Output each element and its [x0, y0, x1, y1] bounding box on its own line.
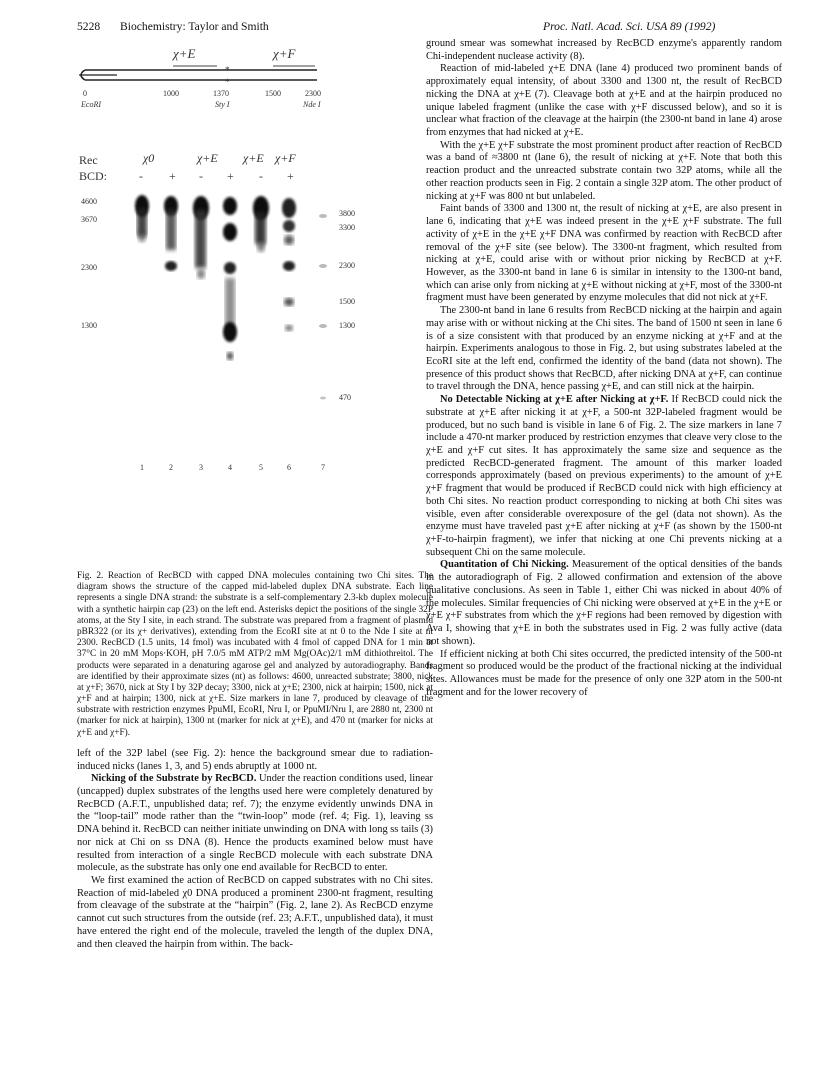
right-marker-1500: 1500 — [339, 297, 355, 306]
right-paragraph-3: Faint bands of 3300 and 1300 nt, the result of nicking at χ+E, are also present in lane 6, indicating that χ+E was indeed present in the χ+E χ+F substrate. The full activity of χ+E in the χ+E χ+F DNA was confirmed by reaction with RecBCD after removal of the χ+F site (see below). The 3300-nt fragment, which resulted from nicking at χ+E, could arise with or without prior nicking by RecBCD at χ+F. However, as the 3300-nt band in lane 6 is similar in intensity to the 1300-nt band, which can arise only from nicking at χ+E without nicking at χ+F, most of the 3300-nt fragment must have been generated by enzyme molecules that did not nick at χ+F. — [426, 203, 782, 304]
gel-lanes — [135, 195, 327, 400]
right-marker-3300: 3300 — [339, 223, 355, 232]
site-ndei: Nde I — [303, 100, 321, 109]
left-paragraph-1: left of the 32P label (see Fig. 2): hence the background smear due to radiation-induced nicks (lanes 1, 3, and 5) ends abruptly at 1000 nt. — [77, 747, 433, 772]
lane-5 — [253, 196, 269, 252]
right-marker-470: 470 — [339, 393, 351, 402]
figure-caption: Fig. 2. Reaction of RecBCD with capped DNA molecules containing two Chi sites. The diagram shows the structure of the capped mid-labeled duplex DNA substrate. Each line represents a single DNA strand: the substrate is a self-complementary 2.3-kb duplex molecule with a synthetic hairpin cap (23) on the left end. Asterisks depict the positions of the single 32P atoms, at the Sty I site, in each strand. The substrate was prepared from a fragment of plasmid pBR322 (or its χ+ derivatives), extending from the EcoRI site at nt 0 to the Nde I site at nt 2300. RecBCD (1.5 units, 14 fmol) was incubated with 4 fmol of capped DNA for 1 min at 37°C in 20 mM Mops·KOH, pH 7.0/5 mM ATP/2 mM Mg(OAc)2/1 mM dithiothreitol. The products were separated in a denaturing agarose gel and analyzed by autoradiography. Bands are identified by their approximate sizes (nt) as follows: 4600, unreacted substrate; 3800, nick at χ+F; 3670, nick at Sty I by 32P decay; 3300, nick at χ+E; 2300, nick at hairpin; 1500, nick at χ+F and at hairpin; 1300, nick at χ+E. Size markers in lane 7, produced by cleavage of the substrate with restriction enzymes PpuMI, EcoRI, Nru I, or PpuMI/Nru I, are 2880 nt, 2300 nt (marker for nick at hairpin), 1300 nt (marker for nick at χ+E), and 470 nt (marker for nicks at χ+E and χ+F). — [77, 571, 433, 738]
lane-6 — [282, 198, 296, 331]
lane-number-4: 4 — [228, 463, 232, 472]
section-heading-no-nicking: No Detectable Nicking at χ+E after Nicking at χ+F. — [440, 394, 669, 406]
figure-2 — [77, 40, 427, 560]
group-label-chiF: χ+F — [275, 151, 296, 165]
substrate-diagram — [79, 46, 321, 109]
scale-pos-1500: 1500 — [265, 89, 281, 98]
lane-number-1: 1 — [140, 463, 144, 472]
left-marker-4600: 4600 — [81, 197, 97, 206]
right-paragraph-5 — [426, 394, 782, 559]
scale-pos-1370: 1370 — [213, 89, 229, 98]
right-paragraph-2: With the χ+E χ+F substrate the most prominent product after reaction of RecBCD was a band of ≈3800 nt (lane 6), the result of nicking at χ+F. Note that both this reaction product and the unreacted substrate contain two 32P atoms, while all the other reaction products seen in Fig. 2 contain a single 32P atom. The other product of nicking at χ+F was 800 nt but unlabeled. — [426, 139, 782, 202]
right-marker-3800: 3800 — [339, 209, 355, 218]
diagram-label-chiF: χ+F — [273, 46, 296, 61]
lane-number-6: 6 — [287, 463, 291, 472]
lane-numbers — [140, 463, 325, 472]
left-paragraph-3: We first examined the action of RecBCD on capped substrates with no Chi sites. Reaction of mid-labeled χ0 DNA produced a prominent 2300-nt fragment, resulting from cleavage of the substrate at the “hairpin” (Fig. 2, lane 2). As RecBCD enzyme cannot cut such structures from the outside (ref. 23; A.F.T., unpublished data), it must have entered the right end of the molecule, traveled the length of the duplex DNA, and then cleaved the hairpin from within. The back- — [77, 875, 433, 950]
lane-sign-4: + — [227, 169, 234, 183]
left-column — [77, 571, 433, 951]
lane-sign-1: - — [139, 169, 143, 183]
lane-sign-6: + — [287, 169, 294, 183]
lane-3 — [193, 196, 209, 279]
lane-sign-3: - — [199, 169, 203, 183]
bcd-label: BCD: — [79, 169, 108, 183]
left-paragraph-2 — [77, 773, 433, 875]
asterisk-top: * — [225, 65, 230, 75]
site-ecori: EcoRI — [81, 100, 101, 109]
lane-2 — [164, 196, 178, 271]
scale-pos-1000: 1000 — [163, 89, 179, 98]
asterisk-bottom: * — [225, 77, 230, 87]
lane-number-7: 7 — [321, 463, 325, 472]
lane-sign-2: + — [169, 169, 176, 183]
left-markers — [81, 197, 97, 330]
section-heading-nicking: Nicking of the Substrate by RecBCD. — [91, 773, 257, 785]
site-styi: Sty I — [215, 100, 230, 109]
lane-7 — [319, 214, 327, 400]
scale-pos-0: 0 — [83, 89, 87, 98]
left-marker-2300: 2300 — [81, 263, 97, 272]
lane-headers — [79, 151, 296, 183]
right-column — [426, 38, 782, 699]
group-label-chiE-2: χ+E — [243, 151, 264, 165]
running-title: Biochemistry: Taylor and Smith — [120, 20, 269, 33]
left-marker-3670: 3670 — [81, 215, 97, 224]
scale-pos-2300: 2300 — [305, 89, 321, 98]
lane-4 — [223, 197, 237, 360]
lane-sign-5: - — [259, 169, 263, 183]
page-number: 5228 — [77, 20, 101, 33]
group-label-chi0: χ0 — [143, 151, 155, 165]
right-paragraph-5-body: If RecBCD could nick the substrate at χ+E after nicking it at χ+F, a 500-nt 32P-labeled fragment would be produced, but no such band is visible in lane 6 of Fig. 2. The size markers in lane 7 include a 470-nt marker produced by restriction enzymes that cleave very close to the χ+E and χ+F cut sites. It has approximately the same size and sequence as the predicted RecBCD-generated fragment. The amount of this marker loaded corresponds approximately (based on previous experiments) to the amount of χ+E χ+F fragment that would be produced if RecBCD could nick with high efficiency at both Chi sites. No reaction product corresponding to nicking at both Chi sites was visible, even after considerable overexposure of the gel (data not shown). As the enzyme must have traveled past χ+E after nicking at χ+F (as shown by the 1500-nt χ+F-to-hairpin fragment), we infer that nicking at one Chi prevents nicking at a subsequent Chi on the same molecule. — [426, 394, 783, 558]
left-paragraph-2-body: Under the reaction conditions used, linear (uncapped) duplex substrates of the lengths used here were completely denatured by RecBCD (A.F.T., unpublished data; ref. 7); the enzyme evidently unwinds DNA in the “loop-tail” mode rather than the “twin-loop” mode (ref. 4; Fig. 1), leaving ss DNA behind it. RecBCD can neither initiate unwinding on DNA with long ss tails (3) nor nick at Chi on ss DNA (8). Hence the products examined below must have resulted from interaction of a single RecBCD molecule with each substrate DNA molecule, as the substrate has only one end available for RecBCD to enter. — [77, 773, 433, 874]
group-label-chiE: χ+E — [197, 151, 218, 165]
right-paragraph-6 — [426, 559, 782, 648]
right-marker-1300: 1300 — [339, 321, 355, 330]
lane-number-3: 3 — [199, 463, 203, 472]
right-paragraph-6-body: Measurement of the optical densities of the bands in the autoradiograph of Fig. 2 allowed confirmation and extension of the above qualitative conclusions. As seen in Table 1, either Chi was nicked in about 40% of the molecules. Similar frequencies of Chi nicking were observed at χ+E in the χ+E or χ+E χ+F substrates from which the χ+F regions had been removed by digestion with Ava I, showing that χ+E in both the substrates used in Fig. 2 was fully active (data not shown). — [426, 559, 782, 647]
section-heading-quantitation: Quantitation of Chi Nicking. — [440, 559, 569, 571]
rec-label: Rec — [79, 153, 98, 167]
right-marker-2300: 2300 — [339, 261, 355, 270]
right-paragraph-0: ground smear was somewhat increased by RecBCD enzyme's apparently random Chi-independent nuclease activity (8). — [426, 38, 782, 62]
lane-number-5: 5 — [259, 463, 263, 472]
right-markers — [339, 209, 355, 402]
right-paragraph-4: The 2300-nt band in lane 6 results from RecBCD nicking at the hairpin and again may arise with or without nicking at the Chi sites. The band of 1500 nt seen in lane 6 is of a size consistent with that produced by an enzyme nicking at χ+F and at the hairpin. Experiments analogous to those in Fig. 2, but using substrates labeled at the EcoRI site at the left end, confirmed the identity of the band (data not shown). The presence of this product shows that RecBCD, after nicking DNA at χ+F, can continue to travel through the DNA, hence passing χ+E, and can still nick at the hairpin. — [426, 305, 782, 393]
diagram-label-chiE: χ+E — [173, 46, 196, 61]
lane-number-2: 2 — [169, 463, 173, 472]
lane-1 — [135, 195, 149, 242]
journal-citation: Proc. Natl. Acad. Sci. USA 89 (1992) — [543, 20, 716, 33]
right-paragraph-1: Reaction of mid-labeled χ+E DNA (lane 4) produced two prominent bands of approximately equal intensity, of about 3300 and 1300 nt, the result of RecBCD nicking the DNA at χ+E (7). Cleavage both at χ+E and at the hairpin produced no unique labeled fragment (unlike the case with χ+F discussed below), and so it is unclear what fraction of the cleavage at the hairpin (the 2300-nt band in lane 4) arose from enzymes that had nicked at χ+E. — [426, 63, 782, 139]
left-marker-1300: 1300 — [81, 321, 97, 330]
right-paragraph-7: If efficient nicking at both Chi sites occurred, the predicted intensity of the 500-nt fragment so produced would be the product of the fractional nicking at the individual sites. Allowances must be made for the presence of only one 32P atom in the 500-nt fragment and for the lower recovery of — [426, 648, 782, 698]
